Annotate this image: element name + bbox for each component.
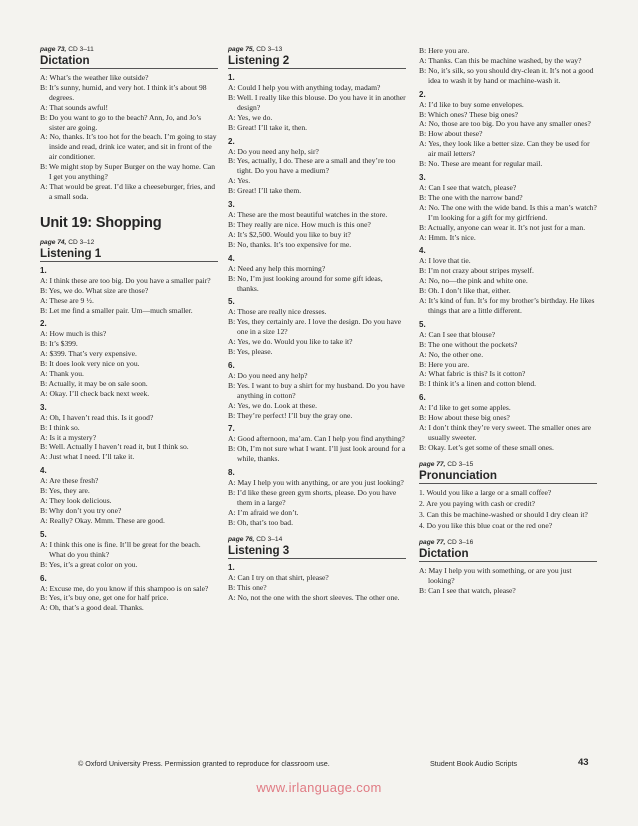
section-gap [419,531,597,539]
page-ref-cd: CD 3–14 [256,535,283,543]
dialogue-number: 4. [228,253,235,263]
dialogue-line: A: Excuse me, do you know if this shampoo is on sale? [40,583,209,593]
dialogue-line: A: I think this one is fine. It’ll be great for the beach. What do you think? [40,539,201,559]
dialogue-line: B: I’d like these green gym shorts, please. Do you have them in a large? [228,488,397,507]
dialogue-line: A: Yes, we do. Look at these. [228,400,318,410]
page-reference [419,461,597,468]
dialogue-line: B: No, it’s silk, so you should dry-clean it. It’s not a good idea to wash it by hand or machine-wash it. [419,65,594,85]
dialogue-line: A: Those are really nice dresses. [228,307,327,317]
dialogue-line: B: I think so. [40,422,80,432]
dialogue-line: A: May I help you with something, or are you just looking? [419,566,572,586]
dialogue-number: 6. [40,573,47,583]
dialogue-line: A: I love that tie. [419,256,471,266]
dialogue-line: B: Let me find a smaller pair. Um—much smaller. [40,305,193,315]
dialogue-line: B: Which ones? These big ones? [419,109,519,119]
dialogue-number: 5. [419,319,426,329]
dialogue-line: B: Oh. I don’t like that, either. [419,286,511,296]
dialogue-line: B: No. These are meant for regular mail. [419,159,543,169]
dialogue-line: B: Can I see that watch, please? [419,586,516,596]
dialogue-number: 8. [228,468,235,478]
dialogue-line: B: Yes, we do. What size are those? [40,285,149,295]
dialogue-line: B: Great! I’ll take it, then. [228,122,308,132]
dialogue-line: B: Yes, it’s buy one, get one for half price. [40,593,169,603]
dialogue-line: A: No. The one with the wide band. Is this a man’s watch? I’m looking for a gift for my girlfriend. [419,202,597,222]
page-ref-cd: CD 3–13 [256,46,283,53]
dialogue-number: 3. [228,200,235,210]
dialogue-line: A: I don’t think they’re very sweet. The smaller ones are usually sweeter. [419,423,592,442]
dialogue-line: B: Oh, I’m not sure what I want. I’ll just look around for a while, thanks. [228,444,406,464]
page-ref-cd: CD 3–15 [447,460,474,468]
dialogue-line: A: Do you need any help? [228,370,308,380]
dialogue-line: B: It’s sunny, humid, and very hot. I think it’s about 98 degrees. [40,82,207,102]
dialogue-line: A: No, the other one. [419,349,484,359]
dialogue-line: B: It does look very nice on you. [40,359,140,369]
dialogue-line: A: No, those are too big. Do you have any smaller ones? [419,119,591,129]
dialogue-line: A: How much is this? [40,329,107,339]
dialogue-number: 1. [228,562,235,572]
page-reference [228,536,406,543]
page-ref-page: page 73, [40,46,67,53]
dialogue-line: A: What’s the weather like outside? [40,73,149,82]
dialogue-line: A: Can I see that blouse? [419,329,496,339]
dialogue-line: B: How about these big ones? [419,413,510,423]
dialogue-line: A: Okay. I’ll check back next week. [40,388,150,398]
page-reference [40,46,218,53]
dialogue-number: 6. [419,393,426,403]
dialogue-line: B: Okay. Let’s get some of these small ones. [419,442,554,452]
dialogue-line: A: Thanks. Can this be machine washed, by the way? [419,55,582,65]
dialogue-line: A: Thank you. [40,369,84,379]
dialogue-number: 1. [228,73,235,82]
pronunciation-item: 2. Are you paying with cash or credit? [419,498,535,508]
dialogue-line: A: I’d like to get some apples. [419,403,511,413]
page-reference [228,46,406,53]
section-gap [228,528,406,536]
page-reference [40,239,218,246]
dialogue-line: A: That would be great. I’d like a cheeseburger, fries, and a small soda. [40,181,216,201]
dialogue-line: A: Oh, that’s a good deal. Thanks. [40,603,144,613]
pronunciation-item: 4. Do you like this blue coat or the red one? [419,520,553,530]
dialogue-line: B: They’re perfect! I’ll buy the gray one. [228,410,353,420]
dialogue-number: 2. [40,319,47,329]
column-left [40,46,218,613]
dialogue-line: A: I’d like to buy some envelopes. [419,99,524,109]
dialogue-number: 3. [40,402,47,412]
dialogue-line: B: Yes, it’s a great color on you. [40,559,138,569]
dialogue-line: A: I think these are too big. Do you have a smaller pair? [40,275,211,285]
dialogue-number: 2. [228,136,235,146]
dialogue-number: 7. [228,424,235,434]
dialogue-line: A: No, thanks. It’s too hot for the beach. I’m going to stay inside and read, drink ice water, and sit in front of the air conditioner. [40,132,217,162]
dialogue-line: A: These are the most beautiful watches in the store. [228,210,388,220]
book-title: Student Book Audio Scripts [430,759,518,768]
dialogue-line: B: Yes, actually, I do. These are a small and they’re too tight. Do you have a medium? [228,156,396,176]
dialogue-line: A: Need any help this morning? [228,263,326,273]
dialogue-line: A: No, not the one with the short sleeves. The other one. [228,592,400,602]
dialogue-number: 4. [419,246,426,256]
column-middle [228,46,406,602]
dialogue-line: B: They really are nice. How much is this one? [228,219,371,229]
pronunciation-item: 1. Would you like a large or a small coffee? [419,487,552,497]
page-ref-cd: CD 3–11 [68,46,94,53]
dialogue-line: B: It’s $399. [40,339,78,349]
dialogue-number: 3. [419,172,426,182]
dialogue-number: 6. [228,360,235,370]
dialogue-line: B: We might stop by Super Burger on the way home. Can I get you anything? [40,162,216,182]
section-gap [419,453,597,461]
dialogue-line: B: Well. Actually I haven’t read it, but I think so. [40,442,189,452]
column-right [419,46,597,596]
dialogue-line: A: It’s $2,500. Would you like to buy it? [228,229,351,239]
dialogue-line: B: No, thanks. It’s too expensive for me. [228,239,352,249]
dialogue-line: B: I’m not crazy about stripes myself. [419,266,534,276]
dialogue-line: B: The one with the narrow band? [419,192,523,202]
dialogue-line: A: May I help you with anything, or are you just looking? [228,478,404,488]
dialogue-number: 2. [419,89,426,99]
dialogue-line: A: Is it a mystery? [40,432,97,442]
dialogue-line: A: Do you need any help, sir? [228,146,319,156]
dialogue-line: A: What fabric is this? Is it cotton? [419,369,526,379]
page-ref-page: page 76, [228,535,255,543]
dialogue-line: A: Could I help you with anything today, madam? [228,83,381,92]
dialogue-line: A: Can I see that watch, please? [419,182,517,192]
page-ref-cd: CD 3–16 [447,539,474,547]
dialogue-line: A: Yes, they look like a better size. Can they be used for air mail letters? [419,139,590,159]
dialogue-line: B: The one without the pockets? [419,339,518,349]
dialogue-line: A: Good afternoon, ma’am. Can I help you find anything? [228,434,405,444]
pronunciation-item: 3. Can this be machine-washed or should I dry clean it? [419,509,588,519]
dialogue-line: B: Yes, please. [228,347,273,357]
watermark-url[interactable]: www.irlanguage.com [256,780,382,795]
dialogue-line: B: Well. I really like this blouse. Do you have it in another design? [228,92,406,112]
section-heading: Listening 3 [228,544,406,559]
dialogue-line: B: Do you want to go to the beach? Ann, Jo, and Jo’s sister are going. [40,112,202,132]
dialogue-line: B: Oh, that’s too bad. [228,517,293,527]
dialogue-line: B: Here you are. [419,359,470,369]
section-heading: Pronunciation [419,469,597,484]
dialogue-line: A: Are these fresh? [40,476,99,486]
dialogue-line: A: They look delicious. [40,496,112,506]
dialogue-line: A: Yes, we do. Would you like to take it? [228,337,353,347]
dialogue-number: 1. [40,265,47,275]
dialogue-line: B: Actually, anyone can wear it. It’s not just for a man. [419,222,586,232]
dialogue-line: A: No, no—the pink and white one. [419,276,528,286]
dialogue-line: A: Hmm. It’s nice. [419,232,476,242]
section-heading: Dictation [419,547,597,562]
dialogue-line: B: I think it’s a linen and cotton blend. [419,379,537,389]
dialogue-line: A: Oh, I haven’t read this. Is it good? [40,412,154,422]
dialogue-line: A: It’s kind of fun. It’s for my brother’s birthday. He likes things that are a little different. [419,296,595,315]
page-ref-page: page 74, [40,238,67,246]
dialogue-line: B: How about these? [419,129,483,139]
section-heading: Dictation [40,54,218,69]
page-number: 43 [578,757,589,768]
dialogue-line: B: Actually, it may be on sale soon. [40,378,148,388]
page-ref-page: page 77, [419,539,446,547]
page-ref-page: page 75, [228,46,255,53]
dialogue-number: 4. [40,466,47,476]
dialogue-line: B: Here you are. [419,46,470,55]
section-heading: Listening 2 [228,54,406,69]
section-heading: Listening 1 [40,247,218,262]
dialogue-line: A: I’m afraid we don’t. [228,507,299,517]
unit-title: Unit 19: Shopping [40,214,162,231]
dialogue-line: B: Why don’t you try one? [40,506,122,515]
dialogue-line: B: No, I’m just looking around for some gift ideas, thanks. [228,273,383,293]
dialogue-line: A: $399. That’s very expensive. [40,349,137,359]
dialogue-line: B: Yes, they are. [40,486,90,496]
dialogue-number: 5. [228,297,235,307]
dialogue-line: A: Yes, we do. [228,112,273,122]
dialogue-number: 5. [40,529,47,539]
dialogue-line: A: Just what I need. I’ll take it. [40,452,135,462]
dialogue-line: A: Yes. [228,176,251,186]
dialogue-line: A: Can I try on that shirt, please? [228,572,329,582]
dialogue-line: A: That sounds awful! [40,102,108,112]
dialogue-line: B: Yes. I want to buy a shirt for my husband. Do you have anything in cotton? [228,380,405,400]
copyright-notice: © Oxford University Press. Permission granted to reproduce for classroom use. [78,759,330,768]
page-ref-page: page 77, [419,460,446,468]
dialogue-line: B: This one? [228,582,267,592]
page-ref-cd: CD 3–12 [68,238,95,246]
dialogue-line: B: Yes, they certainly are. I love the design. Do you have one in a size 12? [228,317,402,337]
dialogue-line: A: Really? Okay. Mmm. These are good. [40,515,165,525]
dialogue-line: B: Great! I’ll take them. [228,186,302,196]
dialogue-line: A: These are 9 ½. [40,295,94,305]
page-reference [419,539,597,546]
